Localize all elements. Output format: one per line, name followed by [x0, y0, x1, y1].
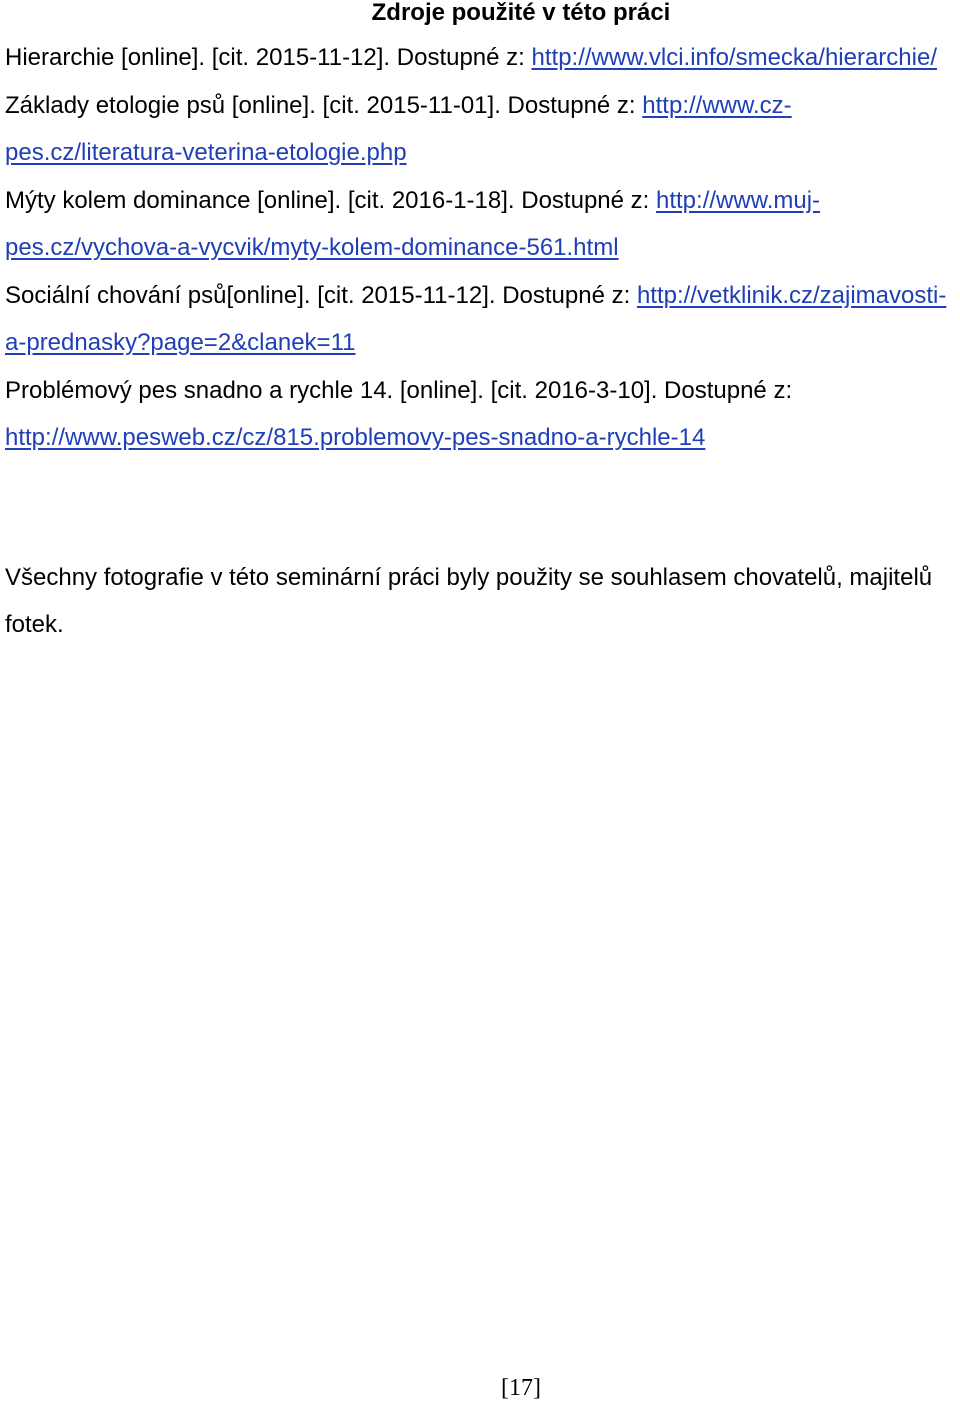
reference-list — [5, 34, 955, 462]
reference-link[interactable]: http://www.muj-pes.cz/vychova-a-vycvik/myty-kolem-dominance-561.html — [5, 186, 821, 261]
reference-link[interactable]: http://www.vlci.info/smecka/hierarchie/ — [531, 44, 937, 71]
reference-item — [5, 177, 955, 272]
reference-text: Mýty kolem dominance [online]. [cit. 2016-1-18]. Dostupné z: — [5, 186, 650, 214]
reference-item — [5, 82, 955, 177]
photo-consent-note: Všechny fotografie v této seminární práci byly použity se souhlasem chovatelů, majitelů fotek. — [5, 564, 933, 638]
reference-link[interactable]: http://www.pesweb.cz/cz/815.problemovy-pes-snadno-a-rychle-14 — [5, 424, 706, 451]
reference-link[interactable]: http://www.cz-pes.cz/literatura-veterina-etologie.php — [5, 91, 792, 166]
reference-item — [5, 367, 955, 462]
reference-text: Sociální chování psů[online]. [cit. 2015-11-12]. Dostupné z: — [5, 281, 631, 309]
reference-text: Základy etologie psů [online]. [cit. 2015-11-01]. Dostupné z: — [5, 91, 636, 119]
reference-text: Hierarchie [online]. [cit. 2015-11-12]. Dostupné z: — [5, 44, 525, 71]
reference-item — [5, 34, 955, 82]
page-title: Zdroje použité v této práci — [371, 0, 671, 26]
reference-item — [5, 272, 955, 367]
reference-text: Problémový pes snadno a rychle 14. [online]. [cit. 2016-3-10]. Dostupné z: — [5, 376, 793, 404]
page-number: [17] — [501, 1375, 541, 1401]
reference-link[interactable]: http://vetklinik.cz/zajimavosti-a-prednasky?page=2&clanek=11 — [5, 281, 947, 356]
